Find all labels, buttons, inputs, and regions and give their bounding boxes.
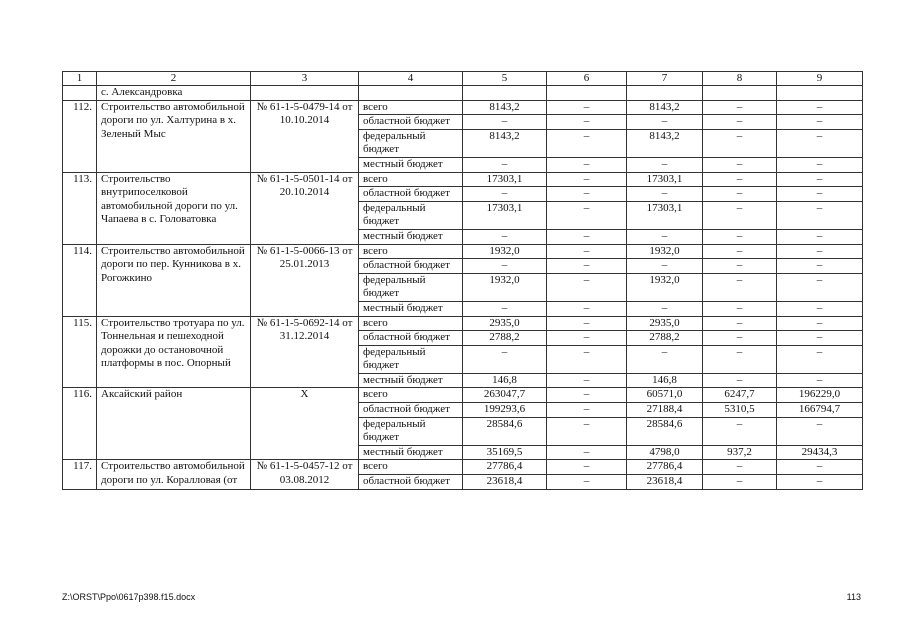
value-cell-c8: – bbox=[703, 244, 777, 259]
value-cell-c6: – bbox=[547, 157, 627, 172]
value-cell-c7: 2788,2 bbox=[627, 331, 703, 346]
budget-label: областной бюджет bbox=[359, 475, 463, 490]
value-cell-c5: 8143,2 bbox=[463, 129, 547, 157]
value-cell-c8: – bbox=[703, 229, 777, 244]
value-cell-c6: – bbox=[547, 301, 627, 316]
value-cell-c6: – bbox=[547, 259, 627, 274]
column-header: 3 bbox=[251, 72, 359, 86]
value-cell-c6: – bbox=[547, 201, 627, 229]
value-cell-c9: – bbox=[777, 475, 863, 490]
value-cell-c6: – bbox=[547, 129, 627, 157]
value-cell-c9: – bbox=[777, 229, 863, 244]
value-cell-c7: 28584,6 bbox=[627, 417, 703, 445]
value-cell-c6: – bbox=[547, 187, 627, 202]
value-cell-c9: – bbox=[777, 129, 863, 157]
value-cell-c5: 27786,4 bbox=[463, 460, 547, 475]
object-name: Строительство тротуара по ул. Тоннельная и пешеходной дорожки до остановочной платформы в пос. Опорный bbox=[97, 316, 251, 388]
value-cell-c5: 2788,2 bbox=[463, 331, 547, 346]
object-name: Строительство автомобильной дороги по ул. Коралловая (от bbox=[97, 460, 251, 489]
value-cell-c5: 17303,1 bbox=[463, 172, 547, 187]
budget-label: местный бюджет bbox=[359, 157, 463, 172]
value-cell-c9: – bbox=[777, 417, 863, 445]
value-cell-c9: – bbox=[777, 316, 863, 331]
column-header: 1 bbox=[63, 72, 97, 86]
value-cell-c5: – bbox=[463, 259, 547, 274]
value-cell-c7: 2935,0 bbox=[627, 316, 703, 331]
value-cell-c8: – bbox=[703, 273, 777, 301]
object-name: Строительство автомобильной дороги по ул. Халтурина в х. Зеленый Мыс bbox=[97, 100, 251, 172]
value-cell-c8: – bbox=[703, 345, 777, 373]
value-cell-c8: – bbox=[703, 187, 777, 202]
value-cell-c5: – bbox=[463, 301, 547, 316]
budget-label: местный бюджет bbox=[359, 445, 463, 460]
value-cell-c7: – bbox=[627, 229, 703, 244]
value-cell-c7: – bbox=[627, 157, 703, 172]
value-cell-c5: 17303,1 bbox=[463, 201, 547, 229]
value-cell-c9: – bbox=[777, 460, 863, 475]
value-cell-c6: – bbox=[547, 115, 627, 130]
value-cell-c6: – bbox=[547, 475, 627, 490]
value-cell-c9: – bbox=[777, 373, 863, 388]
value-cell-c5: 263047,7 bbox=[463, 388, 547, 403]
value-cell-c7: 17303,1 bbox=[627, 172, 703, 187]
document-number: № 61-1-5-0066-13 от 25.01.2013 bbox=[251, 244, 359, 316]
entry-number: 115. bbox=[63, 316, 97, 388]
document-number: Х bbox=[251, 388, 359, 460]
value-cell-c6: – bbox=[547, 460, 627, 475]
value-cell-c9: – bbox=[777, 157, 863, 172]
value-cell-c5: 146,8 bbox=[463, 373, 547, 388]
continuation-text: с. Александровка bbox=[97, 86, 251, 101]
value-cell-c5: – bbox=[463, 115, 547, 130]
budget-label: федеральный бюджет bbox=[359, 273, 463, 301]
value-cell-c9: – bbox=[777, 259, 863, 274]
value-cell-c8: – bbox=[703, 172, 777, 187]
value-cell-c8: – bbox=[703, 259, 777, 274]
entry-number: 112. bbox=[63, 100, 97, 172]
column-header: 6 bbox=[547, 72, 627, 86]
object-name: Строительство внутрипоселковой автомобильной дороги по ул. Чапаева в с. Головатовка bbox=[97, 172, 251, 244]
budget-label: всего bbox=[359, 244, 463, 259]
column-header: 4 bbox=[359, 72, 463, 86]
value-cell-c9: 166794,7 bbox=[777, 403, 863, 418]
value-cell-c7: – bbox=[627, 345, 703, 373]
value-cell-c7: – bbox=[627, 187, 703, 202]
value-cell-c7: 4798,0 bbox=[627, 445, 703, 460]
value-cell-c8: – bbox=[703, 460, 777, 475]
value-cell-c8: – bbox=[703, 129, 777, 157]
value-cell-c6: – bbox=[547, 100, 627, 115]
value-cell-c7: 146,8 bbox=[627, 373, 703, 388]
entry-number: 114. bbox=[63, 244, 97, 316]
value-cell-c7: 27786,4 bbox=[627, 460, 703, 475]
budget-label: всего bbox=[359, 172, 463, 187]
value-cell-c7: 23618,4 bbox=[627, 475, 703, 490]
budget-label: всего bbox=[359, 316, 463, 331]
object-name: Аксайский район bbox=[97, 388, 251, 460]
budget-label: федеральный бюджет bbox=[359, 129, 463, 157]
value-cell-c9: – bbox=[777, 172, 863, 187]
document-number: № 61-1-5-0501-14 от 20.10.2014 bbox=[251, 172, 359, 244]
document-number: № 61-1-5-0457-12 от 03.08.2012 bbox=[251, 460, 359, 489]
value-cell-c7: 27188,4 bbox=[627, 403, 703, 418]
value-cell-c5: 28584,6 bbox=[463, 417, 547, 445]
value-cell-c5: 23618,4 bbox=[463, 475, 547, 490]
continuation-row bbox=[63, 86, 863, 101]
value-cell-c7: 17303,1 bbox=[627, 201, 703, 229]
value-cell-c8: – bbox=[703, 373, 777, 388]
value-cell-c8: – bbox=[703, 316, 777, 331]
header-row bbox=[63, 72, 863, 86]
value-cell-c8: 937,2 bbox=[703, 445, 777, 460]
budget-label: областной бюджет bbox=[359, 403, 463, 418]
value-cell-c8: – bbox=[703, 417, 777, 445]
value-cell-c7: – bbox=[627, 301, 703, 316]
value-cell-c8: – bbox=[703, 301, 777, 316]
budget-label: всего bbox=[359, 460, 463, 475]
value-cell-c8: 6247,7 bbox=[703, 388, 777, 403]
entry-number: 116. bbox=[63, 388, 97, 460]
value-cell-c9: – bbox=[777, 331, 863, 346]
budget-label: всего bbox=[359, 100, 463, 115]
budget-label: местный бюджет bbox=[359, 373, 463, 388]
value-cell-c8: 5310,5 bbox=[703, 403, 777, 418]
value-cell-c6: – bbox=[547, 316, 627, 331]
budget-label: областной бюджет bbox=[359, 331, 463, 346]
budget-label: областной бюджет bbox=[359, 187, 463, 202]
budget-label: федеральный бюджет bbox=[359, 417, 463, 445]
value-cell-c6: – bbox=[547, 229, 627, 244]
entry-number: 113. bbox=[63, 172, 97, 244]
value-cell-c6: – bbox=[547, 273, 627, 301]
document-number: № 61-1-5-0692-14 от 31.12.2014 bbox=[251, 316, 359, 388]
budget-label: федеральный бюджет bbox=[359, 201, 463, 229]
column-header: 8 bbox=[703, 72, 777, 86]
budget-label: местный бюджет bbox=[359, 229, 463, 244]
value-cell-c5: 8143,2 bbox=[463, 100, 547, 115]
value-cell-c5: – bbox=[463, 229, 547, 244]
value-cell-c9: 196229,0 bbox=[777, 388, 863, 403]
value-cell-c9: 29434,3 bbox=[777, 445, 863, 460]
value-cell-c8: – bbox=[703, 201, 777, 229]
value-cell-c9: – bbox=[777, 244, 863, 259]
value-cell-c7: – bbox=[627, 115, 703, 130]
value-cell-c6: – bbox=[547, 403, 627, 418]
value-cell-c9: – bbox=[777, 273, 863, 301]
value-cell-c5: – bbox=[463, 187, 547, 202]
value-cell-c8: – bbox=[703, 115, 777, 130]
value-cell-c8: – bbox=[703, 157, 777, 172]
column-header: 7 bbox=[627, 72, 703, 86]
value-cell-c5: 199293,6 bbox=[463, 403, 547, 418]
budget-label: федеральный бюджет bbox=[359, 345, 463, 373]
value-cell-c5: – bbox=[463, 345, 547, 373]
value-cell-c7: 60571,0 bbox=[627, 388, 703, 403]
value-cell-c5: 1932,0 bbox=[463, 273, 547, 301]
value-cell-c8: – bbox=[703, 475, 777, 490]
value-cell-c7: 1932,0 bbox=[627, 273, 703, 301]
budget-table bbox=[62, 71, 863, 490]
budget-label: областной бюджет bbox=[359, 259, 463, 274]
value-cell-c8: – bbox=[703, 100, 777, 115]
value-cell-c9: – bbox=[777, 201, 863, 229]
value-cell-c6: – bbox=[547, 373, 627, 388]
value-cell-c9: – bbox=[777, 345, 863, 373]
value-cell-c7: – bbox=[627, 259, 703, 274]
value-cell-c7: 8143,2 bbox=[627, 129, 703, 157]
object-name: Строительство автомобильной дороги по пер. Кунникова в х. Рогожкино bbox=[97, 244, 251, 316]
value-cell-c6: – bbox=[547, 417, 627, 445]
value-cell-c8: – bbox=[703, 331, 777, 346]
value-cell-c9: – bbox=[777, 187, 863, 202]
value-cell-c9: – bbox=[777, 301, 863, 316]
value-cell-c6: – bbox=[547, 388, 627, 403]
document-number: № 61-1-5-0479-14 от 10.10.2014 bbox=[251, 100, 359, 172]
value-cell-c7: 8143,2 bbox=[627, 100, 703, 115]
budget-label: местный бюджет bbox=[359, 301, 463, 316]
value-cell-c6: – bbox=[547, 345, 627, 373]
value-cell-c9: – bbox=[777, 115, 863, 130]
value-cell-c9: – bbox=[777, 100, 863, 115]
value-cell-c6: – bbox=[547, 331, 627, 346]
column-header: 5 bbox=[463, 72, 547, 86]
value-cell-c6: – bbox=[547, 244, 627, 259]
value-cell-c7: 1932,0 bbox=[627, 244, 703, 259]
file-path: Z:\ORST\Ppo\0617p398.f15.docx bbox=[62, 592, 196, 602]
budget-label: всего bbox=[359, 388, 463, 403]
value-cell-c6: – bbox=[547, 172, 627, 187]
value-cell-c5: 1932,0 bbox=[463, 244, 547, 259]
page-number: 113 bbox=[846, 592, 861, 602]
entry-number: 117. bbox=[63, 460, 97, 489]
column-header: 2 bbox=[97, 72, 251, 86]
column-header: 9 bbox=[777, 72, 863, 86]
budget-label: областной бюджет bbox=[359, 115, 463, 130]
value-cell-c5: – bbox=[463, 157, 547, 172]
value-cell-c5: 35169,5 bbox=[463, 445, 547, 460]
value-cell-c6: – bbox=[547, 445, 627, 460]
value-cell-c5: 2935,0 bbox=[463, 316, 547, 331]
